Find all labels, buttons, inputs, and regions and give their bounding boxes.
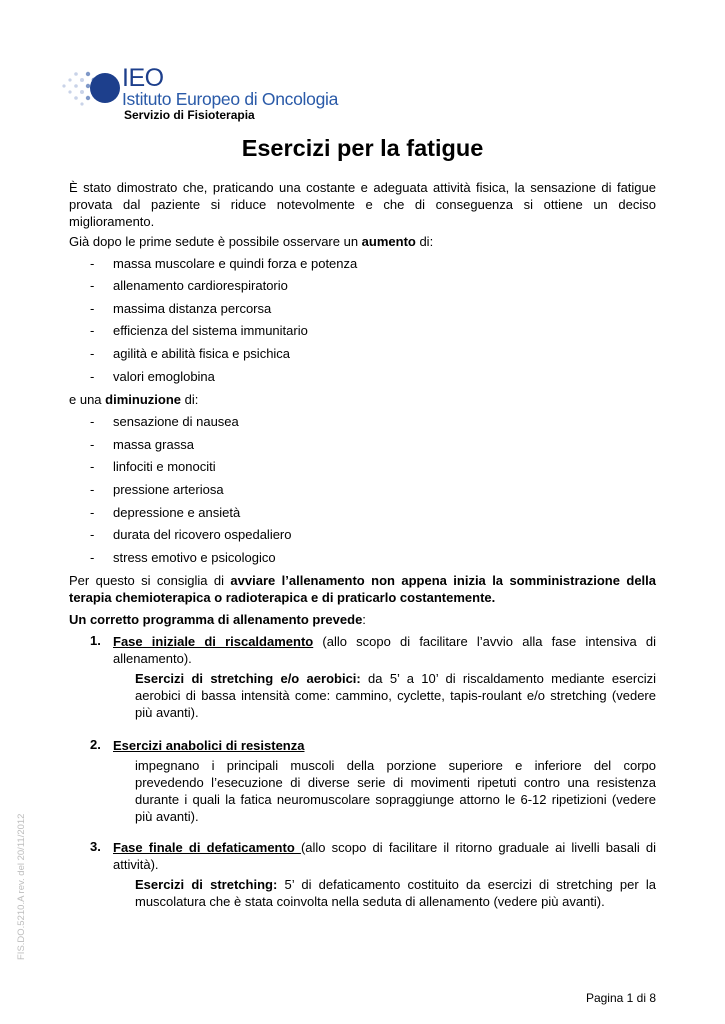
list-dash: - — [90, 414, 95, 429]
phase-1-line-1 — [113, 633, 656, 650]
page-title: Esercizi per la fatigue — [241, 135, 484, 161]
phase-3-line-1 — [113, 839, 656, 856]
phase-number: 2. — [90, 737, 101, 752]
intro-line-2: provata dal paziente si riduce notevolmente e che di conseguenza si ottiene un deciso — [69, 197, 656, 212]
phase-1-heading — [113, 633, 656, 667]
list-dash: - — [90, 482, 95, 497]
program-intro — [69, 611, 366, 628]
list-dash: - — [90, 505, 95, 520]
program-intro-bold: Un corretto programma di allenamento prevede — [69, 612, 363, 627]
phase-3-detail-line-2: muscolatura che è stata coinvolta nella seduta di allenamento (vedere più avanti). — [135, 894, 605, 909]
phase-1-detail-line-2: aerobici di bassa intensità come: cammino, cyclette, tapis-roulant e/o stretching (vedere — [135, 688, 656, 703]
service-name: Servizio di Fisioterapia — [124, 108, 255, 122]
list-dash: - — [90, 256, 95, 271]
phase-3-detail-line-1 — [135, 876, 656, 893]
phase-number: 3. — [90, 839, 101, 854]
phase-3-detail-text: 5’ di defaticamento costituito da esercizi di stretching per la — [277, 877, 657, 892]
logo-subtitle: Istituto Europeo di Oncologia — [122, 89, 339, 109]
list-item: stress emotivo e psicologico — [113, 550, 276, 565]
phase-1-text: (allo scopo di facilitare l’avvio alla fase intensiva di — [313, 634, 656, 649]
phase-2-detail-line-1: impegnano i principali muscoli della porzione superiore e inferiore del corpo — [135, 758, 656, 773]
list-item: linfociti e monociti — [113, 459, 216, 474]
decrease-pre: e una — [69, 392, 106, 407]
phase-2-detail — [135, 757, 656, 825]
phase-2-title: Esercizi anabolici di resistenza — [113, 738, 305, 753]
increase-bold: aumento — [361, 234, 416, 249]
list-item: efficienza del sistema immunitario — [113, 323, 308, 338]
advice-line-1 — [69, 572, 656, 589]
list-item: valori emoglobina — [113, 369, 215, 384]
list-dash: - — [90, 459, 95, 474]
phase-3-detail — [135, 876, 656, 910]
intro-paragraph — [69, 179, 656, 230]
advice-bold-1: avviare l’allenamento non appena inizia la somministrazione della — [230, 573, 656, 588]
phase-2-detail-line-3: durante i quali la fatica neuromuscolare sopraggiunge attorno le 6-12 ripetizioni (vedere — [135, 792, 656, 807]
phase-3-line-2: attività). — [113, 857, 159, 872]
intro-line-1: È stato dimostrato che, praticando una costante e adeguata attività fisica, la sensazione di fatigue — [69, 180, 656, 195]
list-dash: - — [90, 278, 95, 293]
phase-3-detail-bold: Esercizi di stretching: — [135, 877, 278, 892]
list-item: allenamento cardiorespiratorio — [113, 278, 288, 293]
phase-3-heading — [113, 839, 656, 873]
phase-number: 1. — [90, 633, 101, 648]
phase-1-line-2: allenamento). — [113, 651, 192, 666]
page-number: Pagina 1 di 8 — [585, 991, 656, 1005]
phase-3-text: (allo scopo di facilitare il ritorno graduale ai livelli basali di — [300, 840, 657, 855]
list-dash: - — [90, 301, 95, 316]
phase-1-detail — [135, 670, 656, 721]
phase-2-detail-line-4: più avanti). — [135, 809, 199, 824]
phase-1-title: Fase iniziale di riscaldamento — [113, 634, 314, 649]
list-dash: - — [90, 550, 95, 565]
advice-paragraph — [69, 572, 656, 606]
decrease-heading — [69, 391, 198, 408]
increase-pre: Già dopo le prime sedute è possibile osservare un — [69, 234, 362, 249]
list-item: pressione arteriosa — [113, 482, 224, 497]
logo-name: IEO — [122, 64, 164, 92]
advice-line-2: terapia chemioterapica o radioterapica e di praticarlo costantemente. — [69, 590, 496, 605]
increase-heading — [69, 233, 433, 250]
list-item: massa grassa — [113, 437, 194, 452]
program-intro-post: : — [362, 612, 366, 627]
increase-post: di: — [415, 234, 434, 249]
decrease-post: di: — [181, 392, 199, 407]
document-code: FIS.DO.5210.A rev. del 20/11/2012 — [16, 813, 27, 960]
phase-3-title: Fase finale di defaticamento — [113, 840, 301, 855]
list-item: massa muscolare e quindi forza e potenza — [113, 256, 358, 271]
advice-pre: Per questo si consiglia di — [69, 573, 231, 588]
phase-1-detail-line-1 — [135, 670, 656, 687]
list-item: depressione e ansietà — [113, 505, 241, 520]
phase-1-detail-text: da 5’ a 10’ di riscaldamento mediante esercizi — [360, 671, 656, 686]
intro-line-3: miglioramento. — [69, 214, 155, 229]
list-dash: - — [90, 346, 95, 361]
phase-1-detail-line-3: più avanti). — [135, 705, 199, 720]
list-dash: - — [90, 437, 95, 452]
decrease-bold: diminuzione — [105, 392, 181, 407]
list-item: agilità e abilità fisica e psichica — [113, 346, 291, 361]
list-dash: - — [90, 369, 95, 384]
list-item: sensazione di nausea — [113, 414, 239, 429]
list-dash: - — [90, 323, 95, 338]
phase-1-detail-bold: Esercizi di stretching e/o aerobici: — [135, 671, 361, 686]
list-item: durata del ricovero ospedaliero — [113, 527, 292, 542]
list-item: massima distanza percorsa — [113, 301, 272, 316]
list-dash: - — [90, 527, 95, 542]
phase-2-detail-line-2: prevedendo l’esecuzione di diverse serie di movimenti ripetuti contro una resistenza — [135, 775, 656, 790]
